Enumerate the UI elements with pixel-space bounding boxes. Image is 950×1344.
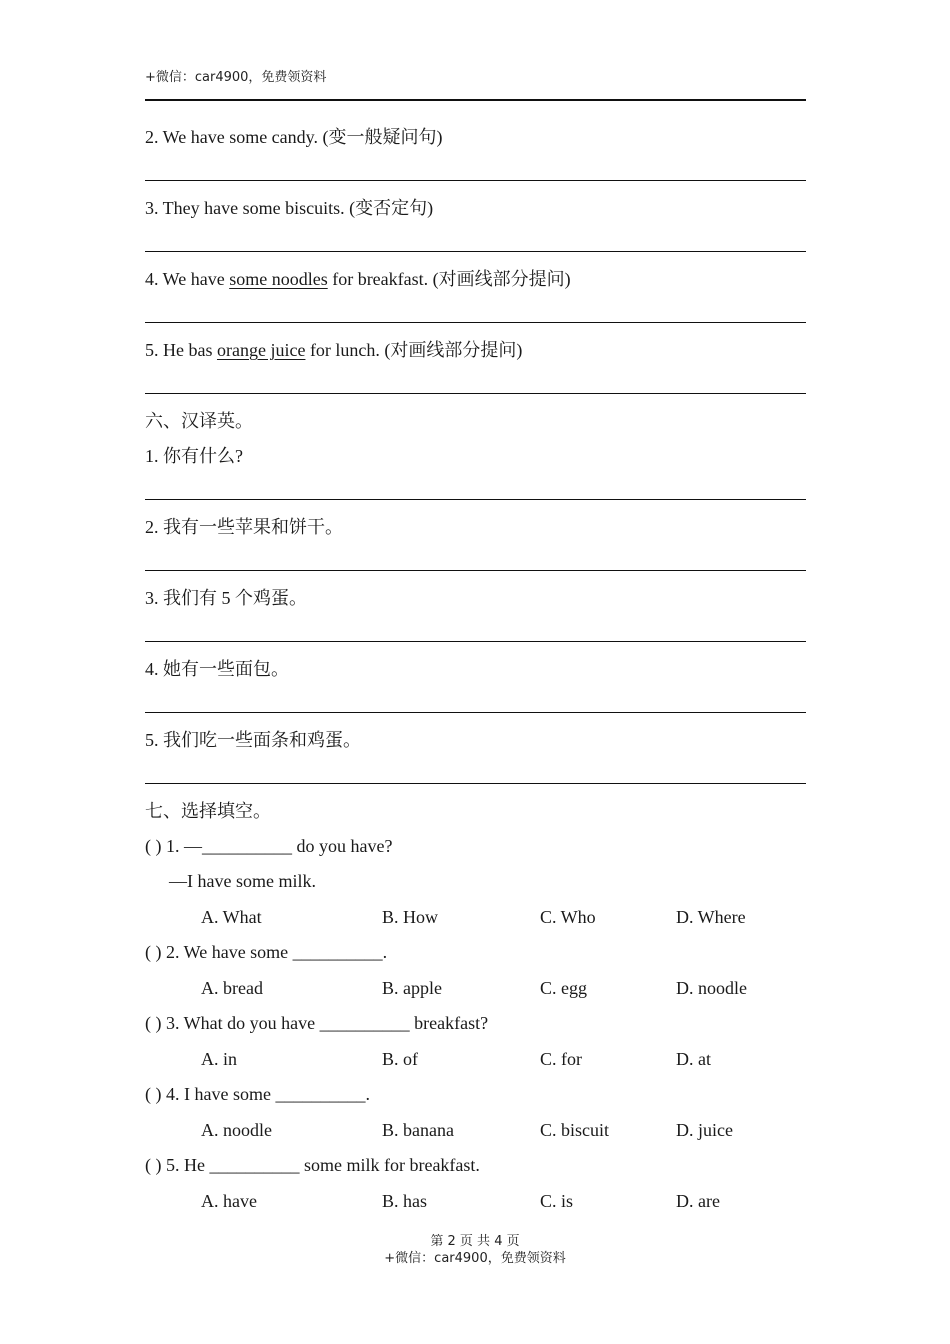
option-c: C. Who bbox=[540, 907, 596, 927]
footer-watermark: +微信：car4900，免费领资料 bbox=[384, 1251, 566, 1266]
option-a: A. noodle bbox=[201, 1120, 272, 1140]
rewrite-question-5: 5. He bas orange juice for lunch. (对画线部分提问) bbox=[145, 340, 523, 360]
answer-line bbox=[145, 712, 806, 713]
answer-line bbox=[145, 570, 806, 571]
option-a: A. What bbox=[201, 907, 262, 927]
option-d: D. Where bbox=[676, 907, 746, 927]
translate-item-4: 4. 她有一些面包。 bbox=[145, 659, 289, 679]
section7-title: 七、选择填空。 bbox=[145, 801, 271, 821]
translate-item-2: 2. 我有一些苹果和饼干。 bbox=[145, 517, 343, 537]
choice-question-1-answer: —I have some milk. bbox=[169, 871, 316, 891]
choice-question-3: ( ) 3. What do you have __________ breakfast? bbox=[145, 1013, 489, 1033]
answer-line bbox=[145, 393, 806, 394]
option-a: A. in bbox=[201, 1049, 237, 1069]
option-b: B. apple bbox=[382, 978, 442, 998]
choice-question-5: ( ) 5. He __________ some milk for breakfast. bbox=[145, 1155, 480, 1175]
answer-line bbox=[145, 641, 806, 642]
underlined-phrase: orange juice bbox=[216, 340, 306, 360]
page-number: 第 2 页 共 4 页 bbox=[430, 1234, 520, 1249]
option-c: C. for bbox=[540, 1049, 582, 1069]
rewrite-question-3: 3. They have some biscuits. (变否定句) bbox=[145, 198, 434, 218]
choice-question-4: ( ) 4. I have some __________. bbox=[145, 1084, 370, 1104]
option-a: A. have bbox=[201, 1191, 257, 1211]
option-c: C. egg bbox=[540, 978, 587, 998]
rewrite-question-4: 4. We have some noodles for breakfast. (对画线部分提问) bbox=[145, 269, 571, 289]
option-b: B. banana bbox=[382, 1120, 454, 1140]
option-d: D. at bbox=[676, 1049, 711, 1069]
translate-item-1: 1. 你有什么? bbox=[145, 446, 243, 466]
answer-line bbox=[145, 499, 806, 500]
rewrite-question-2: 2. We have some candy. (变一般疑问句) bbox=[145, 127, 443, 147]
answer-line bbox=[145, 99, 806, 101]
option-d: D. juice bbox=[676, 1120, 733, 1140]
option-b: B. How bbox=[382, 907, 439, 927]
header-watermark: +微信：car4900，免费领资料 bbox=[145, 70, 327, 85]
answer-line bbox=[145, 322, 806, 323]
answer-line bbox=[145, 180, 806, 181]
option-b: B. of bbox=[382, 1049, 418, 1069]
translate-item-5: 5. 我们吃一些面条和鸡蛋。 bbox=[145, 730, 361, 750]
option-c: C. is bbox=[540, 1191, 574, 1211]
choice-question-1: ( ) 1. —__________ do you have? bbox=[145, 836, 393, 856]
section6-title: 六、汉译英。 bbox=[145, 411, 253, 431]
option-d: D. are bbox=[676, 1191, 720, 1211]
option-c: C. biscuit bbox=[540, 1120, 610, 1140]
option-b: B. has bbox=[382, 1191, 427, 1211]
answer-line bbox=[145, 783, 806, 784]
option-d: D. noodle bbox=[676, 978, 747, 998]
option-a: A. bread bbox=[201, 978, 263, 998]
answer-line bbox=[145, 251, 806, 252]
choice-question-2: ( ) 2. We have some __________. bbox=[145, 942, 388, 962]
translate-item-3: 3. 我们有 5 个鸡蛋。 bbox=[145, 588, 307, 608]
underlined-phrase: some noodles bbox=[229, 269, 328, 289]
